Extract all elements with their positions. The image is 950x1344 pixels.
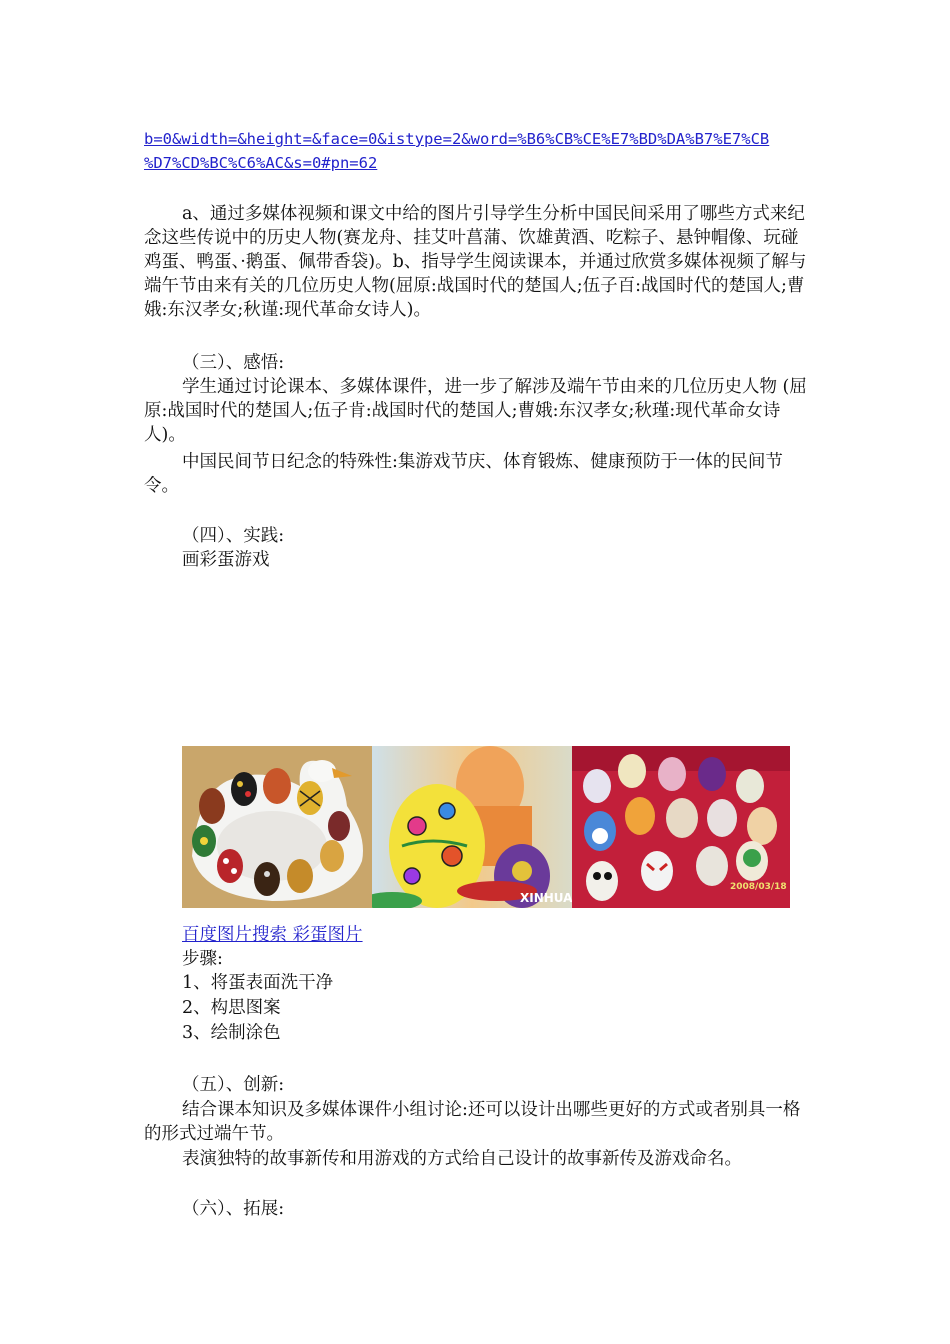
photo-face-eggs — [572, 746, 790, 908]
search-url-link[interactable] — [144, 127, 808, 175]
section4-para1: 画彩蛋游戏 — [182, 550, 270, 570]
date-stamp: 2008/03/18 — [730, 882, 787, 892]
paragraph-a: a、通过多媒体视频和课文中给的图片引导学生分析中国民间采用了哪些方式来纪念这些传说中的历史人物(赛龙舟、挂艾叶菖蒲、饮雄黄酒、吃粽子、悬钟帽像、玩碰鸡蛋、鸭蛋、·鹅蛋、佩带香袋)。b、指导学生阅读课本，并通过欣赏多媒体视频了解与端午节由来有关的几位历史人物(屈原:战国时代的楚国人;伍子百:战国时代的楚国人;曹娥:东汉孝女;秋谨:现代革命女诗人)。 — [144, 204, 807, 320]
url-line-1[interactable]: b=0&width=&height=&face=0&istype=2&word=%B6%CB%CE%E7%BD%DA%B7%E7%CB — [144, 130, 770, 148]
baidu-image-search-link[interactable] — [182, 923, 846, 947]
photo-painted-egg — [372, 746, 572, 908]
section4-heading: （四）、实践: — [182, 526, 285, 546]
step-3: 3、绘制涂色 — [182, 1023, 281, 1043]
section5-para1: 结合课本知识及多媒体课件小组讨论:还可以设计出哪些更好的方式或者别具一格的形式过端午节。 — [144, 1100, 801, 1144]
section5-para2: 表演独特的故事新传和用游戏的方式给自己设计的故事新传及游戏命名。 — [182, 1149, 742, 1169]
xinhua-watermark: XINHUA — [520, 891, 572, 905]
caption-link-text[interactable]: 百度图片搜索 彩蛋图片 — [182, 925, 363, 945]
section6-heading: （六）、拓展: — [182, 1199, 285, 1219]
section3-para2: 中国民间节日纪念的特殊性:集游戏节庆、体育锻炼、健康预防于一体的民间节令。 — [144, 452, 783, 496]
section3-heading: （三）、感悟: — [182, 353, 285, 373]
photo-duck-plate — [182, 746, 372, 908]
section5-heading: （五）、创新: — [182, 1075, 285, 1095]
section3-para1: 学生通过讨论课本、多媒体课件，进一步了解涉及端午节由来的几位历史人物 (屈原:战国时代的楚国人;伍子肯:战国时代的楚国人;曹娥:东汉孝女;秋瑾:现代革命女诗人)。 — [144, 377, 807, 445]
painted-egg-illustration — [372, 746, 572, 908]
easter-egg-photos — [182, 746, 790, 908]
duck-plate-illustration — [182, 746, 372, 908]
steps-title: 步骤: — [182, 949, 223, 969]
step-1: 1、将蛋表面洗干净 — [182, 973, 334, 993]
url-line-2[interactable]: %D7%CD%BC%C6%AC&s=0#pn=62 — [144, 154, 378, 172]
face-eggs-illustration — [572, 746, 790, 908]
step-2: 2、构思图案 — [182, 998, 281, 1018]
